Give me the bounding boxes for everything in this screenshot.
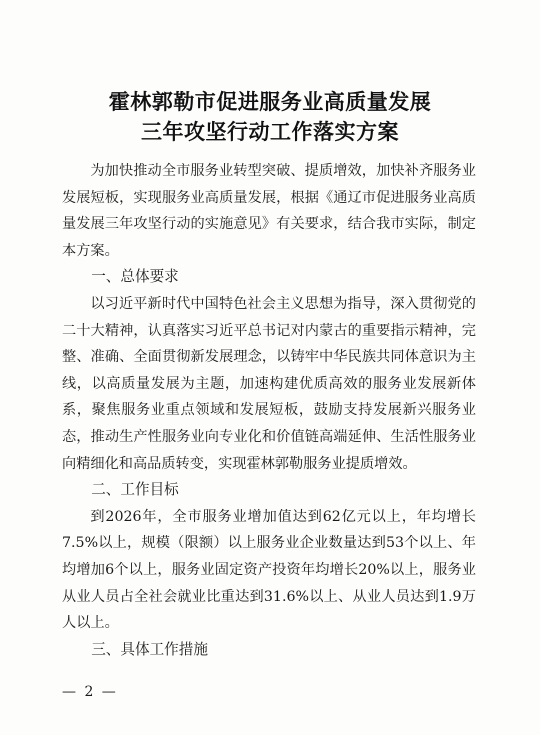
section-heading-work-goals: 二、工作目标 [91, 481, 179, 499]
section-heading-general-requirements: 一、总体要求 [91, 268, 179, 286]
general-requirements-paragraph: 以习近平新时代中国特色社会主义思想为指导，深入贯彻党的二十大精神，认真落实习近平总书记对内蒙古的重要指示精神，完整、准确、全面贯彻新发展理念，以铸牢中华民族共同体意识为主线，以高质量发展为主题，加速构建优质高效的服务业发展新体系，聚焦服务业重点领域和发展短板，鼓励支持发展新兴服务业态，推动生产性服务业向专业化和价值链高端延伸、生活性服务业向精细化和高品质转变，实现霍林郭勒服务业提质增效。 [62, 295, 476, 472]
intro-paragraph: 为加快推动全市服务业转型突破、提质增效，加快补齐服务业发展短板，实现服务业高质量发展，根据《通辽市促进服务业高质量发展三年攻坚行动的实施意见》有关要求，结合我市实际，制定本方案。 [62, 163, 476, 259]
document-title-line-2: 三年攻坚行动工作落实方案 [141, 119, 399, 144]
document-title-line-1: 霍林郭勒市促进服务业高质量发展 [108, 89, 432, 114]
page-number: — 2 — [62, 684, 118, 700]
document-body [62, 158, 476, 663]
work-goals-paragraph: 到2026年，全市服务业增加值达到62亿元以上，年均增长7.5%以上，规模（限额）以上服务业企业数量达到53个以上、年均增加6个以上，服务业固定资产投资年均增长20%以上，服务业从业人员占全社会就业比重达到31.6%以上、从业人员达到1.9万人以上。 [62, 508, 476, 632]
section-heading-specific-measures: 三、具体工作措施 [91, 640, 208, 658]
